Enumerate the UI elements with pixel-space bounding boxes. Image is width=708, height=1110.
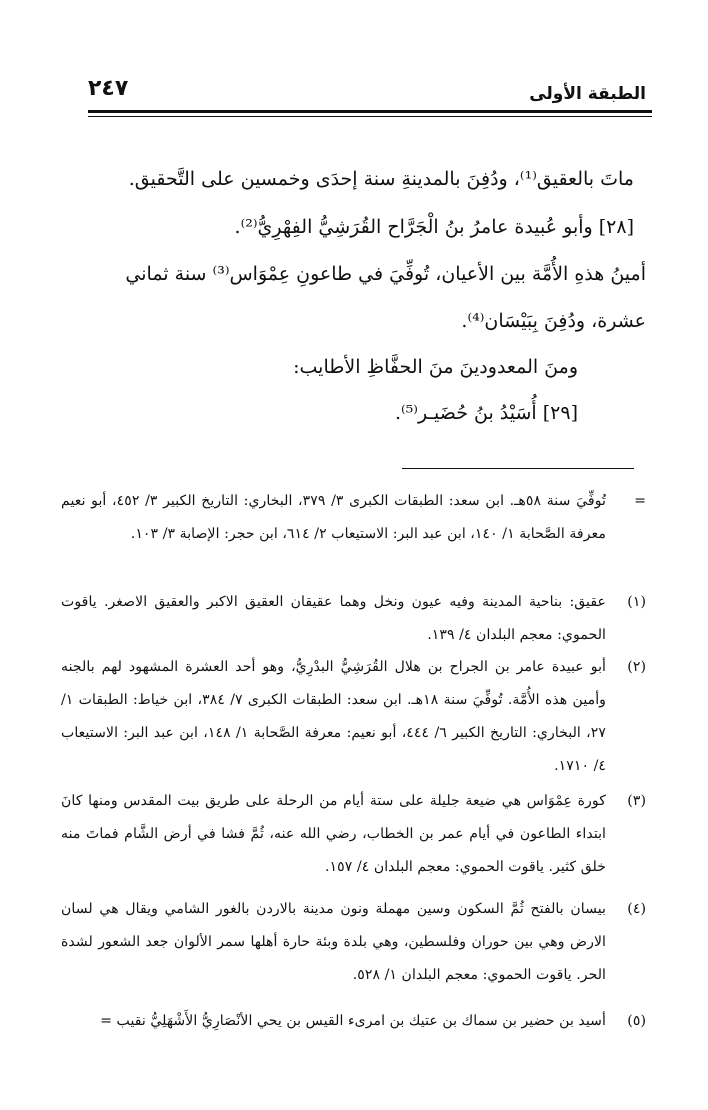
footnote-marker: (١)	[627, 594, 646, 610]
body-line: [٢٨] وأبو عُبيدة عامرُ بنُ الْجَرَّاح القُرَشِيُّ الفِهْرِيُّ⁽²⁾.	[234, 216, 634, 238]
footnote-marker: =	[634, 493, 646, 509]
body-line: أمينُ هذهِ الأُمَّة بين الأعيان، تُوفِّيَ في طاعونِ عِمْوَاس⁽³⁾ سنة ثماني	[125, 263, 646, 285]
footnote-2	[61, 651, 646, 783]
footnote-marker: (٥)	[627, 1013, 646, 1029]
body-line: [٢٩] أُسَيْدُ بنُ حُضَيـر⁽⁵⁾.	[394, 402, 578, 424]
footnote-marker: (٤)	[627, 901, 646, 917]
footnote-marker: (٣)	[627, 793, 646, 809]
body-line: ماتَ بالعقيق⁽¹⁾، ودُفِنَ بالمدينةِ سنة إحدَى وخمسين على التَّحقيق.	[128, 168, 634, 190]
footnote-3	[61, 785, 646, 884]
footnote-text: بيسان بالفتح ثُمَّ السكون وسين مهملة ونون مدينة بالاردن بالغور الشامي ويقال هي لسان الارض وهي بين حوران وفلسطين، وهي بلدة وبئة حارة أهلها سمر الألوان جعد الشعور لشدة الحر. ياقوت الحموي: معجم البلدان ١/ ٥٢٨.	[61, 901, 606, 983]
footnote-text: تُوفِّيَ سنة ٥٨هـ. ابن سعد: الطبقات الكبرى ٣/ ٣٧٩، البخاري: التاريخ الكبير ٣/ ٤٥٢، أبو نعيم معرفة الصَّحابة ١/ ١٤٠، ابن عبد البر: الاستيعاب ٢/ ٦١٤، ابن حجر: الإصابة ٣/ ١٠٣.	[61, 493, 606, 542]
footnote-separator	[402, 468, 634, 469]
footnote-1	[61, 586, 646, 652]
footnote-marker: (٢)	[627, 659, 646, 675]
body-line: ومنَ المعدودينَ منَ الحفَّاظِ الأطايب:	[293, 356, 578, 378]
footnote-4	[61, 893, 646, 992]
footnote-5	[61, 1005, 646, 1038]
footnote-text: أسيد بن حضير بن سماك بن عتيك بن امرىء القيس بن يحي الأنْصَارِيُّ الأَشْهَلِيُّ نقيب =	[100, 1013, 606, 1029]
page-number: ٢٤٧	[88, 76, 129, 101]
footnote-text: عقيق: بناحية المدينة وفيه عيون ونخل وهما عقيقان العقيق الاكبر والعقيق الاصغر. ياقوت الحموي: معجم البلدان ٤/ ١٣٩.	[61, 594, 606, 643]
header-rule-thick	[88, 110, 652, 113]
header-rule-thin	[88, 116, 652, 117]
section-title: الطبقة الأولى	[529, 84, 646, 104]
footnote-text: كورة عِمْوَاس هي ضيعة جليلة على ستة أيام من الرحلة على طريق بيت المقدس ومنها كانَ ابتداء الطاعون في أيام عمر بن الخطاب، رضي الله عنه، ثُمَّ فشا في أرض الشَّام فماتَ منه خلق كثير. ياقوت الحموي: معجم البلدان ٤/ ١٥٧.	[61, 793, 606, 875]
footnote-text: أبو عبيدة عامر بن الجراح بن هلال القُرَشِيُّ البدْرِيُّ، وهو أحد العشرة المشهود لهم بالجنه وأمين هذه الأُمَّة. تُوفِّيَ سنة ١٨هـ. ابن سعد: الطبقات الكبرى ٧/ ٣٨٤، ابن خياط: الطبقات ١/ ٢٧، البخاري: التاريخ الكبير ٦/ ٤٤٤، أبو نعيم: معرفة الصَّحابة ١/ ١٤٨، ابن عبد البر: الاستيعاب ٤/ ١٧١٠.	[61, 659, 607, 774]
body-line: عشرة، ودُفِنَ بِبَيْسَان⁽⁴⁾.	[461, 310, 646, 332]
footnote-continuation	[61, 485, 646, 551]
